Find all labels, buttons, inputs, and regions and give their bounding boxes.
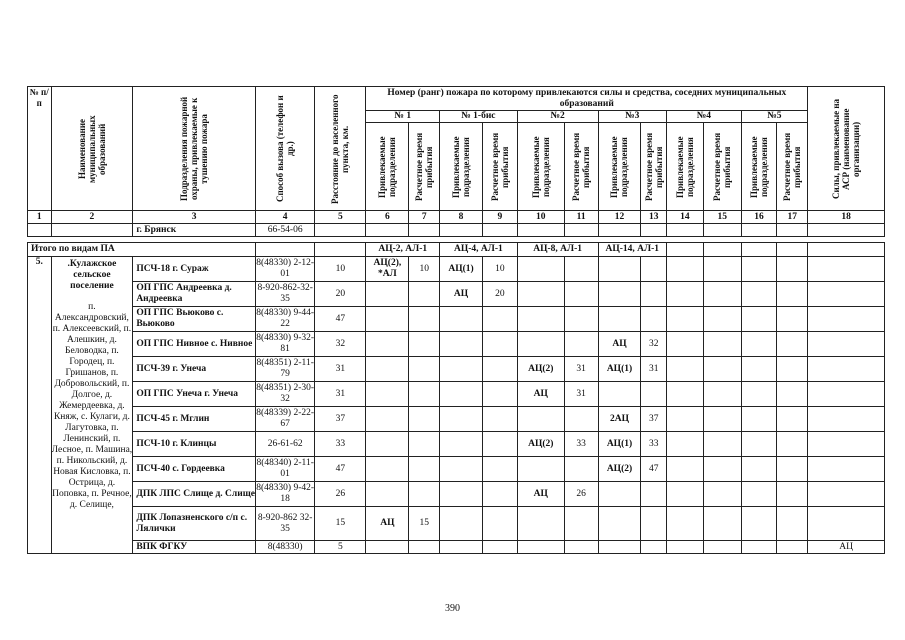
table-row	[28, 432, 885, 457]
bryansk-phone: 66-54-06	[256, 224, 315, 237]
rank1bis-time	[482, 382, 517, 407]
rank2-time: 33	[564, 432, 598, 457]
table-row	[28, 332, 885, 357]
bryansk-row	[28, 224, 885, 237]
header-call: Способ вызова (телефон и др.)	[256, 87, 315, 211]
subheader-units: Привлекаемые подразделения	[741, 123, 777, 211]
page-number: 390	[445, 603, 460, 614]
rank5-units	[741, 457, 777, 482]
rank1-units	[366, 382, 409, 407]
rank3-units	[598, 282, 641, 307]
table-row	[28, 307, 885, 332]
rank5-units	[741, 507, 777, 541]
header-rank-4: №4	[667, 111, 742, 123]
rank1bis-time	[482, 332, 517, 357]
unit-name: ДПК Лопазненского с/п с. Лялички	[133, 507, 256, 541]
rank2-units	[517, 541, 564, 554]
rank1bis-units	[440, 541, 483, 554]
rank2-units	[517, 257, 564, 282]
totals-rank-1: АЦ-2, АЛ-1	[366, 243, 440, 257]
rank3-units: АЦ(1)	[598, 357, 641, 382]
rank4-units	[667, 257, 704, 282]
unit-name: ПСЧ-10 г. Клинцы	[133, 432, 256, 457]
distance: 15	[315, 507, 366, 541]
asr-forces	[808, 507, 885, 541]
rank1-units	[366, 307, 409, 332]
call-method: 8(48330) 2-12-01	[256, 257, 315, 282]
rank3-time	[641, 257, 667, 282]
rank1-time	[409, 407, 440, 432]
rank5-time	[777, 541, 808, 554]
bryansk-unit: г. Брянск	[133, 224, 256, 237]
rank5-time	[777, 357, 808, 382]
rank2-time	[564, 457, 598, 482]
header-rank-3: №3	[598, 111, 667, 123]
rank1bis-units: АЦ(1)	[440, 257, 483, 282]
municipality-settlements: п. Александровский, п. Алексеевский, п. Алешкин, д. Беловодка, п. Городец, п. Гришанов, п. Добровольский, п. Долгое, д. Жемердеевка, д. Княж, с. Кулаги, д. Лагутовка, п. Ленинский, п. Лесное, п. Машина, п. Никольский, д. Новая Кисловка, п. Острица, д. Поповка, п. Речное, д. Селище,	[51, 302, 133, 510]
table-row	[28, 482, 885, 507]
header-unit: Подразделения пожарной охраны, привлекаемые к тушению пожара	[133, 87, 256, 211]
rank5-time	[777, 332, 808, 357]
unit-name: ПСЧ-40 с. Гордеевка	[133, 457, 256, 482]
rank1-time: 10	[409, 257, 440, 282]
rank3-time: 32	[641, 332, 667, 357]
rank2-units	[517, 332, 564, 357]
distance: 31	[315, 382, 366, 407]
distance: 31	[315, 357, 366, 382]
rank5-time	[777, 457, 808, 482]
rank1bis-units: АЦ	[440, 282, 483, 307]
rank1-time	[409, 482, 440, 507]
rank5-units	[741, 257, 777, 282]
rank4-time	[703, 332, 741, 357]
asr-forces	[808, 382, 885, 407]
rank1bis-time	[482, 357, 517, 382]
distance: 26	[315, 482, 366, 507]
rank1bis-units	[440, 507, 483, 541]
rank5-units	[741, 332, 777, 357]
table-row	[28, 507, 885, 541]
asr-forces: АЦ	[808, 541, 885, 554]
rank1bis-units	[440, 332, 483, 357]
rank1bis-time: 10	[482, 257, 517, 282]
rank4-units	[667, 307, 704, 332]
subheader-time: Расчетное время прибытия	[703, 123, 741, 211]
rank3-time: 33	[641, 432, 667, 457]
distance: 20	[315, 282, 366, 307]
asr-forces	[808, 457, 885, 482]
call-method: 8-920-862 32-35	[256, 507, 315, 541]
totals-rank-3: АЦ-14, АЛ-1	[598, 243, 667, 257]
col-number: 10	[517, 211, 564, 224]
col-number: 5	[315, 211, 366, 224]
rank3-time: 31	[641, 357, 667, 382]
rank4-units	[667, 432, 704, 457]
rank4-time	[703, 357, 741, 382]
totals-label: Итого по видам ПА	[28, 243, 256, 257]
rank1-time	[409, 282, 440, 307]
table-row	[28, 357, 885, 382]
subheader-time: Расчетное время прибытия	[564, 123, 598, 211]
col-number: 15	[703, 211, 741, 224]
col-number: 13	[641, 211, 667, 224]
col-number: 14	[667, 211, 704, 224]
rank2-units	[517, 282, 564, 307]
rank2-time	[564, 332, 598, 357]
rank1bis-units	[440, 307, 483, 332]
rank4-time	[703, 507, 741, 541]
rank2-units: АЦ	[517, 482, 564, 507]
rank5-units	[741, 541, 777, 554]
col-number: 4	[256, 211, 315, 224]
rank3-units	[598, 507, 641, 541]
rank4-time	[703, 257, 741, 282]
col-number: 16	[741, 211, 777, 224]
rank3-units: АЦ	[598, 332, 641, 357]
col-number: 2	[51, 211, 133, 224]
section-number: 5.	[28, 257, 52, 554]
call-method: 8(48330)	[256, 541, 315, 554]
table-row	[28, 541, 885, 554]
table-row	[28, 257, 885, 282]
col-number: 6	[366, 211, 409, 224]
call-method: 8(48330) 9-32-81	[256, 332, 315, 357]
rank1-time: 15	[409, 507, 440, 541]
header-muni: Наименование муниципальных образований	[51, 87, 133, 211]
rank4-time	[703, 541, 741, 554]
rank5-units	[741, 432, 777, 457]
rank4-time	[703, 382, 741, 407]
rank1bis-time: 20	[482, 282, 517, 307]
rank2-units	[517, 457, 564, 482]
subheader-units: Привлекаемые подразделения	[366, 123, 409, 211]
rank2-time	[564, 407, 598, 432]
rank2-time	[564, 541, 598, 554]
call-method: 8(48351) 2-30-32	[256, 382, 315, 407]
rank2-units: АЦ(2)	[517, 357, 564, 382]
rank4-time	[703, 482, 741, 507]
rank4-units	[667, 482, 704, 507]
rank4-units	[667, 332, 704, 357]
rank1bis-time	[482, 541, 517, 554]
distance: 5	[315, 541, 366, 554]
unit-name: ДПК ЛПС Слище д. Слище	[133, 482, 256, 507]
rank2-time: 26	[564, 482, 598, 507]
table-row	[28, 457, 885, 482]
unit-name: ОП ГПС Вьюково с. Вьюково	[133, 307, 256, 332]
rank5-units	[741, 382, 777, 407]
distance: 32	[315, 332, 366, 357]
asr-forces	[808, 307, 885, 332]
rank2-time	[564, 257, 598, 282]
col-number: 8	[440, 211, 483, 224]
unit-name: ВПК ФГКУ	[133, 541, 256, 554]
rank1bis-time	[482, 507, 517, 541]
subheader-time: Расчетное время прибытия	[777, 123, 808, 211]
rank1-units	[366, 432, 409, 457]
rank3-units: АЦ(2)	[598, 457, 641, 482]
rank4-time	[703, 432, 741, 457]
rank2-time: 31	[564, 382, 598, 407]
header-asr: Силы, привлекаемые на АСР (наименование организации)	[808, 87, 885, 211]
rank1bis-units	[440, 382, 483, 407]
subheader-time: Расчетное время прибытия	[409, 123, 440, 211]
header-dist: Расстояние до населенного пункта, км.	[315, 87, 366, 211]
rank3-units: 2АЦ	[598, 407, 641, 432]
asr-forces	[808, 282, 885, 307]
subheader-units: Привлекаемые подразделения	[440, 123, 483, 211]
distance: 10	[315, 257, 366, 282]
rank1bis-units	[440, 457, 483, 482]
rank1-units	[366, 407, 409, 432]
rank5-time	[777, 382, 808, 407]
rank5-time	[777, 482, 808, 507]
rank1bis-units	[440, 482, 483, 507]
rank1-time	[409, 457, 440, 482]
col-number: 3	[133, 211, 256, 224]
rank3-time: 37	[641, 407, 667, 432]
subheader-time: Расчетное время прибытия	[641, 123, 667, 211]
col-number: 17	[777, 211, 808, 224]
rank5-units	[741, 482, 777, 507]
unit-name: ОП ГПС Нивное с. Нивное	[133, 332, 256, 357]
rank2-time	[564, 507, 598, 541]
call-method: 8-920-862-32-35	[256, 282, 315, 307]
subheader-units: Привлекаемые подразделения	[598, 123, 641, 211]
rank3-units: АЦ(1)	[598, 432, 641, 457]
rank1-units	[366, 482, 409, 507]
rank1-units	[366, 332, 409, 357]
rank1-units: АЦ	[366, 507, 409, 541]
rank1bis-units	[440, 432, 483, 457]
rank4-time	[703, 307, 741, 332]
rank5-units	[741, 407, 777, 432]
municipality-cell	[51, 257, 133, 554]
rank3-time	[641, 382, 667, 407]
header-no: № п/п	[28, 87, 52, 211]
rank3-time	[641, 282, 667, 307]
rank4-units	[667, 357, 704, 382]
rank3-time	[641, 507, 667, 541]
rank2-units	[517, 307, 564, 332]
asr-forces	[808, 257, 885, 282]
rank5-time	[777, 407, 808, 432]
rank3-units	[598, 482, 641, 507]
rank4-units	[667, 407, 704, 432]
rank1bis-time	[482, 432, 517, 457]
rank2-units: АЦ	[517, 382, 564, 407]
rank4-time	[703, 407, 741, 432]
asr-forces	[808, 482, 885, 507]
rank1-time	[409, 432, 440, 457]
totals-row	[28, 243, 885, 257]
rank4-units	[667, 282, 704, 307]
rank5-units	[741, 307, 777, 332]
rank3-time	[641, 307, 667, 332]
totals-rank-1bis: АЦ-4, АЛ-1	[440, 243, 518, 257]
header-rank-5: №5	[741, 111, 808, 123]
rank1-units	[366, 541, 409, 554]
rank3-time	[641, 541, 667, 554]
table-row	[28, 407, 885, 432]
rank2-time: 31	[564, 357, 598, 382]
rank4-units	[667, 382, 704, 407]
col-number: 11	[564, 211, 598, 224]
col-number: 9	[482, 211, 517, 224]
asr-forces	[808, 357, 885, 382]
subheader-time: Расчетное время прибытия	[482, 123, 517, 211]
rank1bis-time	[482, 482, 517, 507]
rank4-units	[667, 541, 704, 554]
distance: 47	[315, 307, 366, 332]
rank3-units	[598, 307, 641, 332]
rank2-time	[564, 307, 598, 332]
rank4-units	[667, 507, 704, 541]
rank5-time	[777, 432, 808, 457]
rank1bis-time	[482, 457, 517, 482]
totals-rank-2: АЦ-8, АЛ-1	[517, 243, 598, 257]
municipality-name: .Кулажское сельское поселение	[67, 259, 117, 291]
column-number-row	[28, 211, 885, 224]
rank1-time	[409, 307, 440, 332]
rank1-time	[409, 357, 440, 382]
asr-forces	[808, 432, 885, 457]
rank5-time	[777, 282, 808, 307]
rank1bis-time	[482, 407, 517, 432]
header-rank-1bis: № 1-бис	[440, 111, 518, 123]
rank5-units	[741, 282, 777, 307]
col-number: 7	[409, 211, 440, 224]
fire-response-table	[27, 86, 885, 554]
distance: 37	[315, 407, 366, 432]
rank2-units	[517, 507, 564, 541]
call-method: 8(48351) 2-11-79	[256, 357, 315, 382]
rank3-time: 47	[641, 457, 667, 482]
rank3-time	[641, 482, 667, 507]
rank1-units	[366, 357, 409, 382]
rank4-time	[703, 282, 741, 307]
col-number: 1	[28, 211, 52, 224]
rank4-units	[667, 457, 704, 482]
header-rank-2: №2	[517, 111, 598, 123]
call-method: 8(48330) 9-44-22	[256, 307, 315, 332]
table-row	[28, 382, 885, 407]
rank1-units	[366, 282, 409, 307]
rank1bis-units	[440, 407, 483, 432]
rank1-units	[366, 457, 409, 482]
asr-forces	[808, 407, 885, 432]
unit-name: ПСЧ-39 г. Унеча	[133, 357, 256, 382]
rank1-units: АЦ(2), *АЛ	[366, 257, 409, 282]
col-number: 18	[808, 211, 885, 224]
rank5-units	[741, 357, 777, 382]
asr-forces	[808, 332, 885, 357]
rank5-time	[777, 307, 808, 332]
call-method: 8(48339) 2-22-67	[256, 407, 315, 432]
header-rank-1: № 1	[366, 111, 440, 123]
unit-name: ОП ГПС Унеча г. Унеча	[133, 382, 256, 407]
rank1-time	[409, 332, 440, 357]
rank5-time	[777, 507, 808, 541]
subheader-units: Привлекаемые подразделения	[667, 123, 704, 211]
rank4-time	[703, 457, 741, 482]
table-row	[28, 282, 885, 307]
subheader-units: Привлекаемые подразделения	[517, 123, 564, 211]
rank5-time	[777, 257, 808, 282]
unit-name: ПСЧ-45 г. Мглин	[133, 407, 256, 432]
rank2-units: АЦ(2)	[517, 432, 564, 457]
rank1bis-units	[440, 357, 483, 382]
call-method: 8(48340) 2-11-01	[256, 457, 315, 482]
call-method: 26-61-62	[256, 432, 315, 457]
rank1-time	[409, 541, 440, 554]
call-method: 8(48330) 9-42-18	[256, 482, 315, 507]
distance: 33	[315, 432, 366, 457]
rank3-units	[598, 541, 641, 554]
rank1-time	[409, 382, 440, 407]
rank3-units	[598, 257, 641, 282]
rank1bis-time	[482, 307, 517, 332]
rank2-units	[517, 407, 564, 432]
unit-name: ПСЧ-18 г. Сураж	[133, 257, 256, 282]
rank2-time	[564, 282, 598, 307]
rank3-units	[598, 382, 641, 407]
col-number: 12	[598, 211, 641, 224]
distance: 47	[315, 457, 366, 482]
unit-name: ОП ГПС Андреевка д. Андреевка	[133, 282, 256, 307]
header-rank-group: Номер (ранг) пожара по которому привлекаются силы и средства, соседних муниципальных образований	[366, 87, 808, 111]
